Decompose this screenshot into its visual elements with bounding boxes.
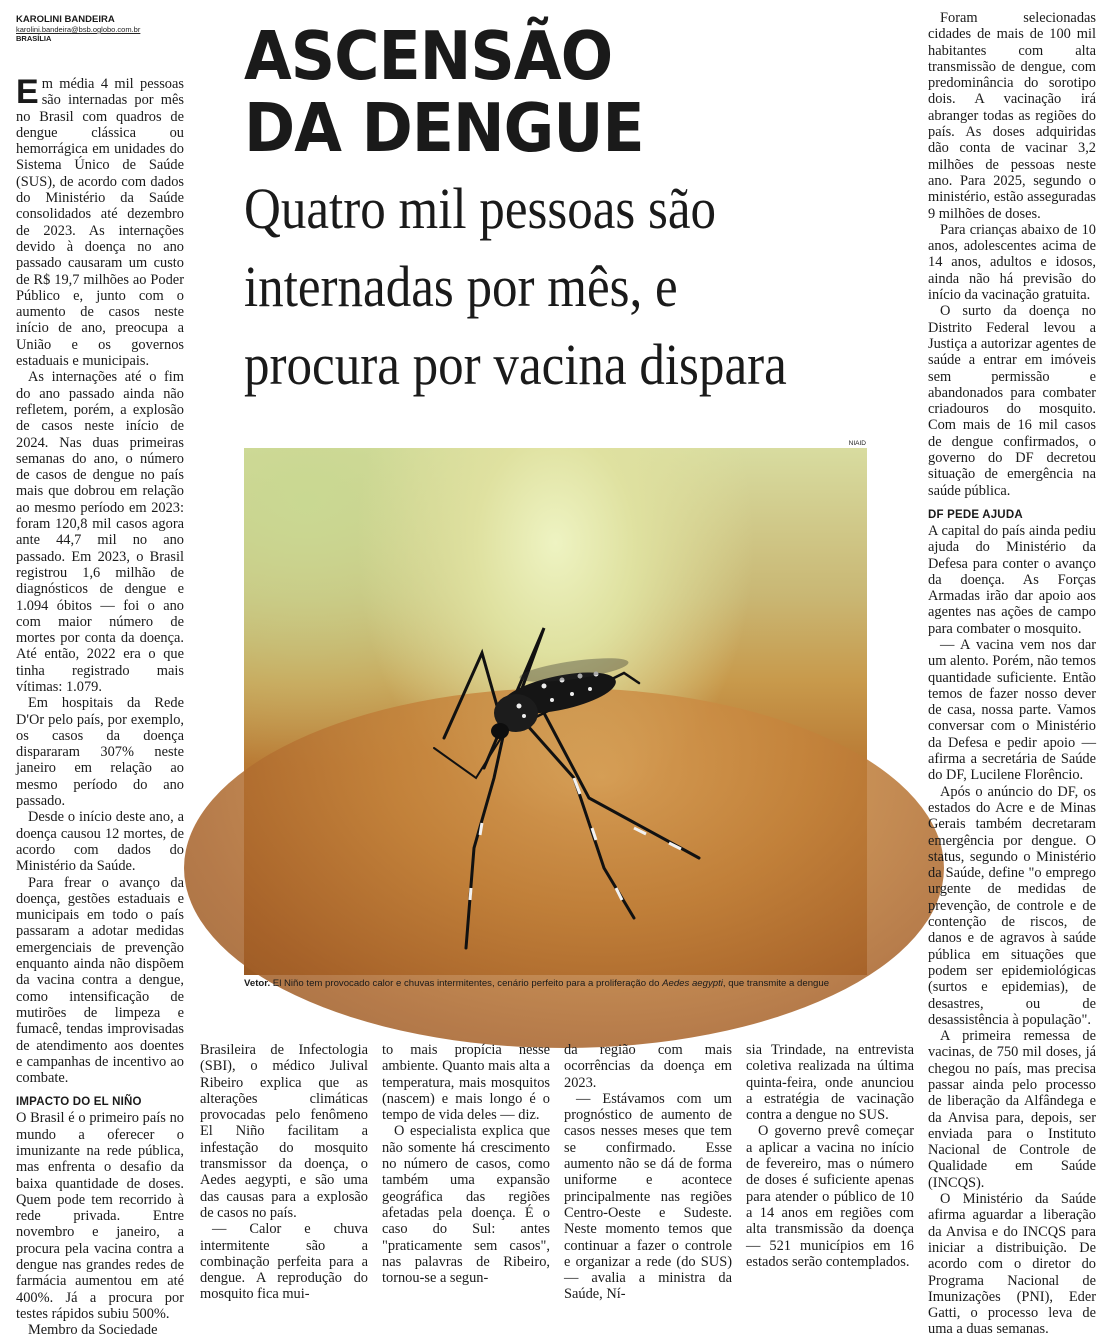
mosquito-icon (244, 448, 867, 975)
article-paragraph: O surto da doença no Distrito Federal levou a Justiça a autorizar agentes de saúde a entrar em imóveis sem permissão e abandonados para combater criadouros do mosquito. Com mais de 16 mil casos de dengue confirmados, o governo do DF decretou situação de emergência na saúde pública. (928, 303, 1096, 499)
article-paragraph: O Brasil é o primeiro país no mundo a oferecer o imunizante na rede pública, mas enfrenta o desafio da baixa quantidade de doses. Quem pode tem recorrido à rede privada. Entre novembro e janeiro, a procura pela vacina contra a dengue nas grandes redes de farmácia aumentou em até 400%. Já a procura por testes rápidos subiu 500%. (16, 1110, 184, 1322)
section-subhead: IMPACTO DO EL NIÑO (16, 1096, 142, 1109)
article-column-2 (200, 1042, 368, 1303)
article-paragraph: O especialista explica que não somente há crescimento no número de casos, como também uma expansão geográfica das regiões afetadas pela doença. É o caso do Sul: antes "praticamente sem casos", nas palavras de Ribeiro, tornou-se a segun- (382, 1123, 550, 1287)
article-paragraph: to mais propícia nesse ambiente. Quanto mais alta a temperatura, mais mosquitos (nascem) e mais longo é o tempo de vida deles — diz. (382, 1042, 550, 1124)
article-paragraph: Foram selecionadas cidades de mais de 100 mil habitantes com alta transmissão de dengue, com predominância do sorotipo dois. A vacinação irá abranger todas as regiões do país. As doses adquiridas dão conta de vacinar 3,2 milhões de pessoas neste ano. Para 2025, segundo o ministério, estão asseguradas 9 milhões de doses. (928, 10, 1096, 222)
article-paragraph: Brasileira de Infectologia (SBI), o médico Julival Ribeiro explica que as alterações climáticas provocadas pelo fenômeno El Niño facilitam a infestação do mosquito transmissor da doença, o Aedes aegypti, e são uma das causas para a explosão de casos no país. (200, 1042, 368, 1221)
author-email-link[interactable]: karolini.bandeira@bsb.oglobo.com.br (16, 25, 141, 34)
article-paragraph: Em média 4 mil pessoas são internadas por mês no Brasil com quadros de dengue clássica ou hemorrágica em unidades do Sistema Único de Saúde (SUS), de acordo com dados do Ministério da Saúde consolidados até dezembro de 2023. As internações devido à doença no ano passado causaram um custo de R$ 19,7 milhões ao Poder Público e, junto com o aumento de casos neste início de ano, preocupa a União e os governos estaduais e municipais. (16, 73, 184, 370)
author-name: KAROLINI BANDEIRA (16, 14, 115, 25)
article-paragraph: sia Trindade, na entrevista coletiva realizada na última quinta-feira, onde anunciou a estratégia de vacinação contra a dengue no SUS. (746, 1042, 914, 1124)
article-paragraph: Desde o início deste ano, a doença causou 12 mortes, de acordo com dados do Ministério da Saúde. (16, 809, 184, 875)
article-paragraph: A primeira remessa de vacinas, de 750 mil doses, já chegou no país, mas precisa passar ainda pelo processo de liberação da Alfândega e da Anvisa para, depois, ser enviada para o Instituto Nacional de Controle de Qualidade em Saúde (INCQS). (928, 1028, 1096, 1191)
dateline-city: BRASÍLIA (16, 34, 52, 43)
article-paragraph: Em hospitais da Rede D'Or pelo país, por exemplo, os casos da doença dispararam 307% neste janeiro em relação ao mesmo período do ano passado. (16, 695, 184, 810)
article-column-5 (746, 1042, 914, 1278)
section-subhead: DF PEDE AJUDA (928, 508, 1023, 521)
subtitle-line-2: internadas por mês, e (244, 254, 678, 319)
article-paragraph: Para frear o avanço da doença, gestões estaduais e municipais em todo o país passaram a adotar medidas emergenciais de prevenção enquanto ainda não dispõem da vacina contra a dengue, como intensificação de mutirões de limpeza e fumacê, tendas improvisadas de atendimento aos doentes e campanhas de incentivo ao combate. (16, 874, 184, 1087)
article-paragraph: da região com mais ocorrências da doença em 2023. (564, 1042, 732, 1091)
article-paragraph: Para crianças abaixo de 10 anos, adolescentes acima de 14 anos, adultos e idosos, ainda não há previsão do início da vacinação gratuita. (928, 221, 1096, 304)
headline-line-1: ASCENSÃO (244, 17, 613, 95)
article-column-4 (564, 1042, 732, 1303)
subtitle-line-1: Quatro mil pessoas são (244, 176, 717, 241)
article-paragraph: Membro da Sociedade (28, 1322, 158, 1339)
subtitle-line-3: procura por vacina dispara (244, 332, 787, 397)
article-column-3 (382, 1042, 550, 1287)
drop-cap: E (16, 73, 39, 111)
article-paragraph: Após o anúncio do DF, os estados do Acre e de Minas Gerais também decretaram emergência por dengue. O status, segundo o Ministério da Saúde, define "o emprego urgente de medidas de prevenção, de controle e de contenção de riscos, de danos e de agravos à saúde pública em situações que podem ser epidemiológicas (surtos e epidemias), de desastres, ou de desassistência à população". (928, 783, 1096, 1028)
mosquito-photo (244, 448, 867, 975)
article-paragraph: — Estávamos com um prognóstico de aumento de casos nesses meses que tem se confirmado. Esse aumento não se dá de forma uniforme e acontece principalmente nas regiões Centro-Oeste e Sudeste. Neste momento temos que continuar a fazer o controle e organizar a rede (do SUS) — avalia a ministra da Saúde, Ní- (564, 1090, 732, 1303)
article-paragraph: — A vacina vem nos dar um alento. Porém, não temos quantidade suficiente. Então temos de fazer nosso dever de casa, nossa parte. Vamos conversar com o Ministério da Defesa e pedir apoio — afirma a secretária de Saúde do DF, Lucilene Florêncio. (928, 636, 1096, 784)
byline (16, 14, 216, 43)
headline-line-2: DA DENGUE (244, 89, 644, 167)
article-column-1 (16, 73, 184, 1339)
article-column-6 (928, 10, 1096, 1338)
photo-caption: Vetor. El Niño tem provocado calor e chuvas intermitentes, cenário perfeito para a proliferação do Aedes aegypti, que transmite a dengue (244, 978, 830, 989)
article-paragraph: O Ministério da Saúde afirma aguardar a liberação da Anvisa e do INCQS para iniciar a distribuição. De acordo com o diretor do Programa Nacional de Imunizações (PNI), Eder Gatti, o processo leva de uma a duas semanas. (928, 1191, 1096, 1338)
article-paragraph: A capital do país ainda pediu ajuda do Ministério da Defesa para conter o avanço da doença. As Forças Armadas irão dar apoio aos agentes nas ações de campo para combater o mosquito. (928, 522, 1096, 637)
article-paragraph: — Calor e chuva intermitente são a combinação perfeita para a dengue. A reprodução do mosquito fica mui- (200, 1221, 368, 1303)
article-paragraph: As internações até o fim do ano passado ainda não refletem, porém, a explosão de casos neste início de 2024. Nas duas primeiras semanas do ano, o número de casos de dengue no país mais que dobrou em relação ao mesmo período em 2023: foram 120,8 mil casos agora ante 44,7 mil no ano passado. Em 2023, o Brasil registrou 1,6 milhão de diagnósticos de dengue e 1.094 óbitos — foi o ano com maior número de mortes por conta da doença. Até então, 2022 era o que tinha registrado mais vítimas: 1.079. (16, 369, 184, 695)
caption-lead: Vetor. (244, 978, 271, 989)
article-paragraph: O governo prevê começar a aplicar a vacina no início de fevereiro, mas o número de doses é suficiente apenas para atender o público de 10 a 14 anos em regiões com alta transmissão da doença — 521 municípios em 16 estados serão contemplados. (746, 1123, 914, 1270)
subtitle (244, 170, 807, 404)
headline (244, 17, 833, 167)
photo-credit: NIAID (848, 440, 866, 447)
